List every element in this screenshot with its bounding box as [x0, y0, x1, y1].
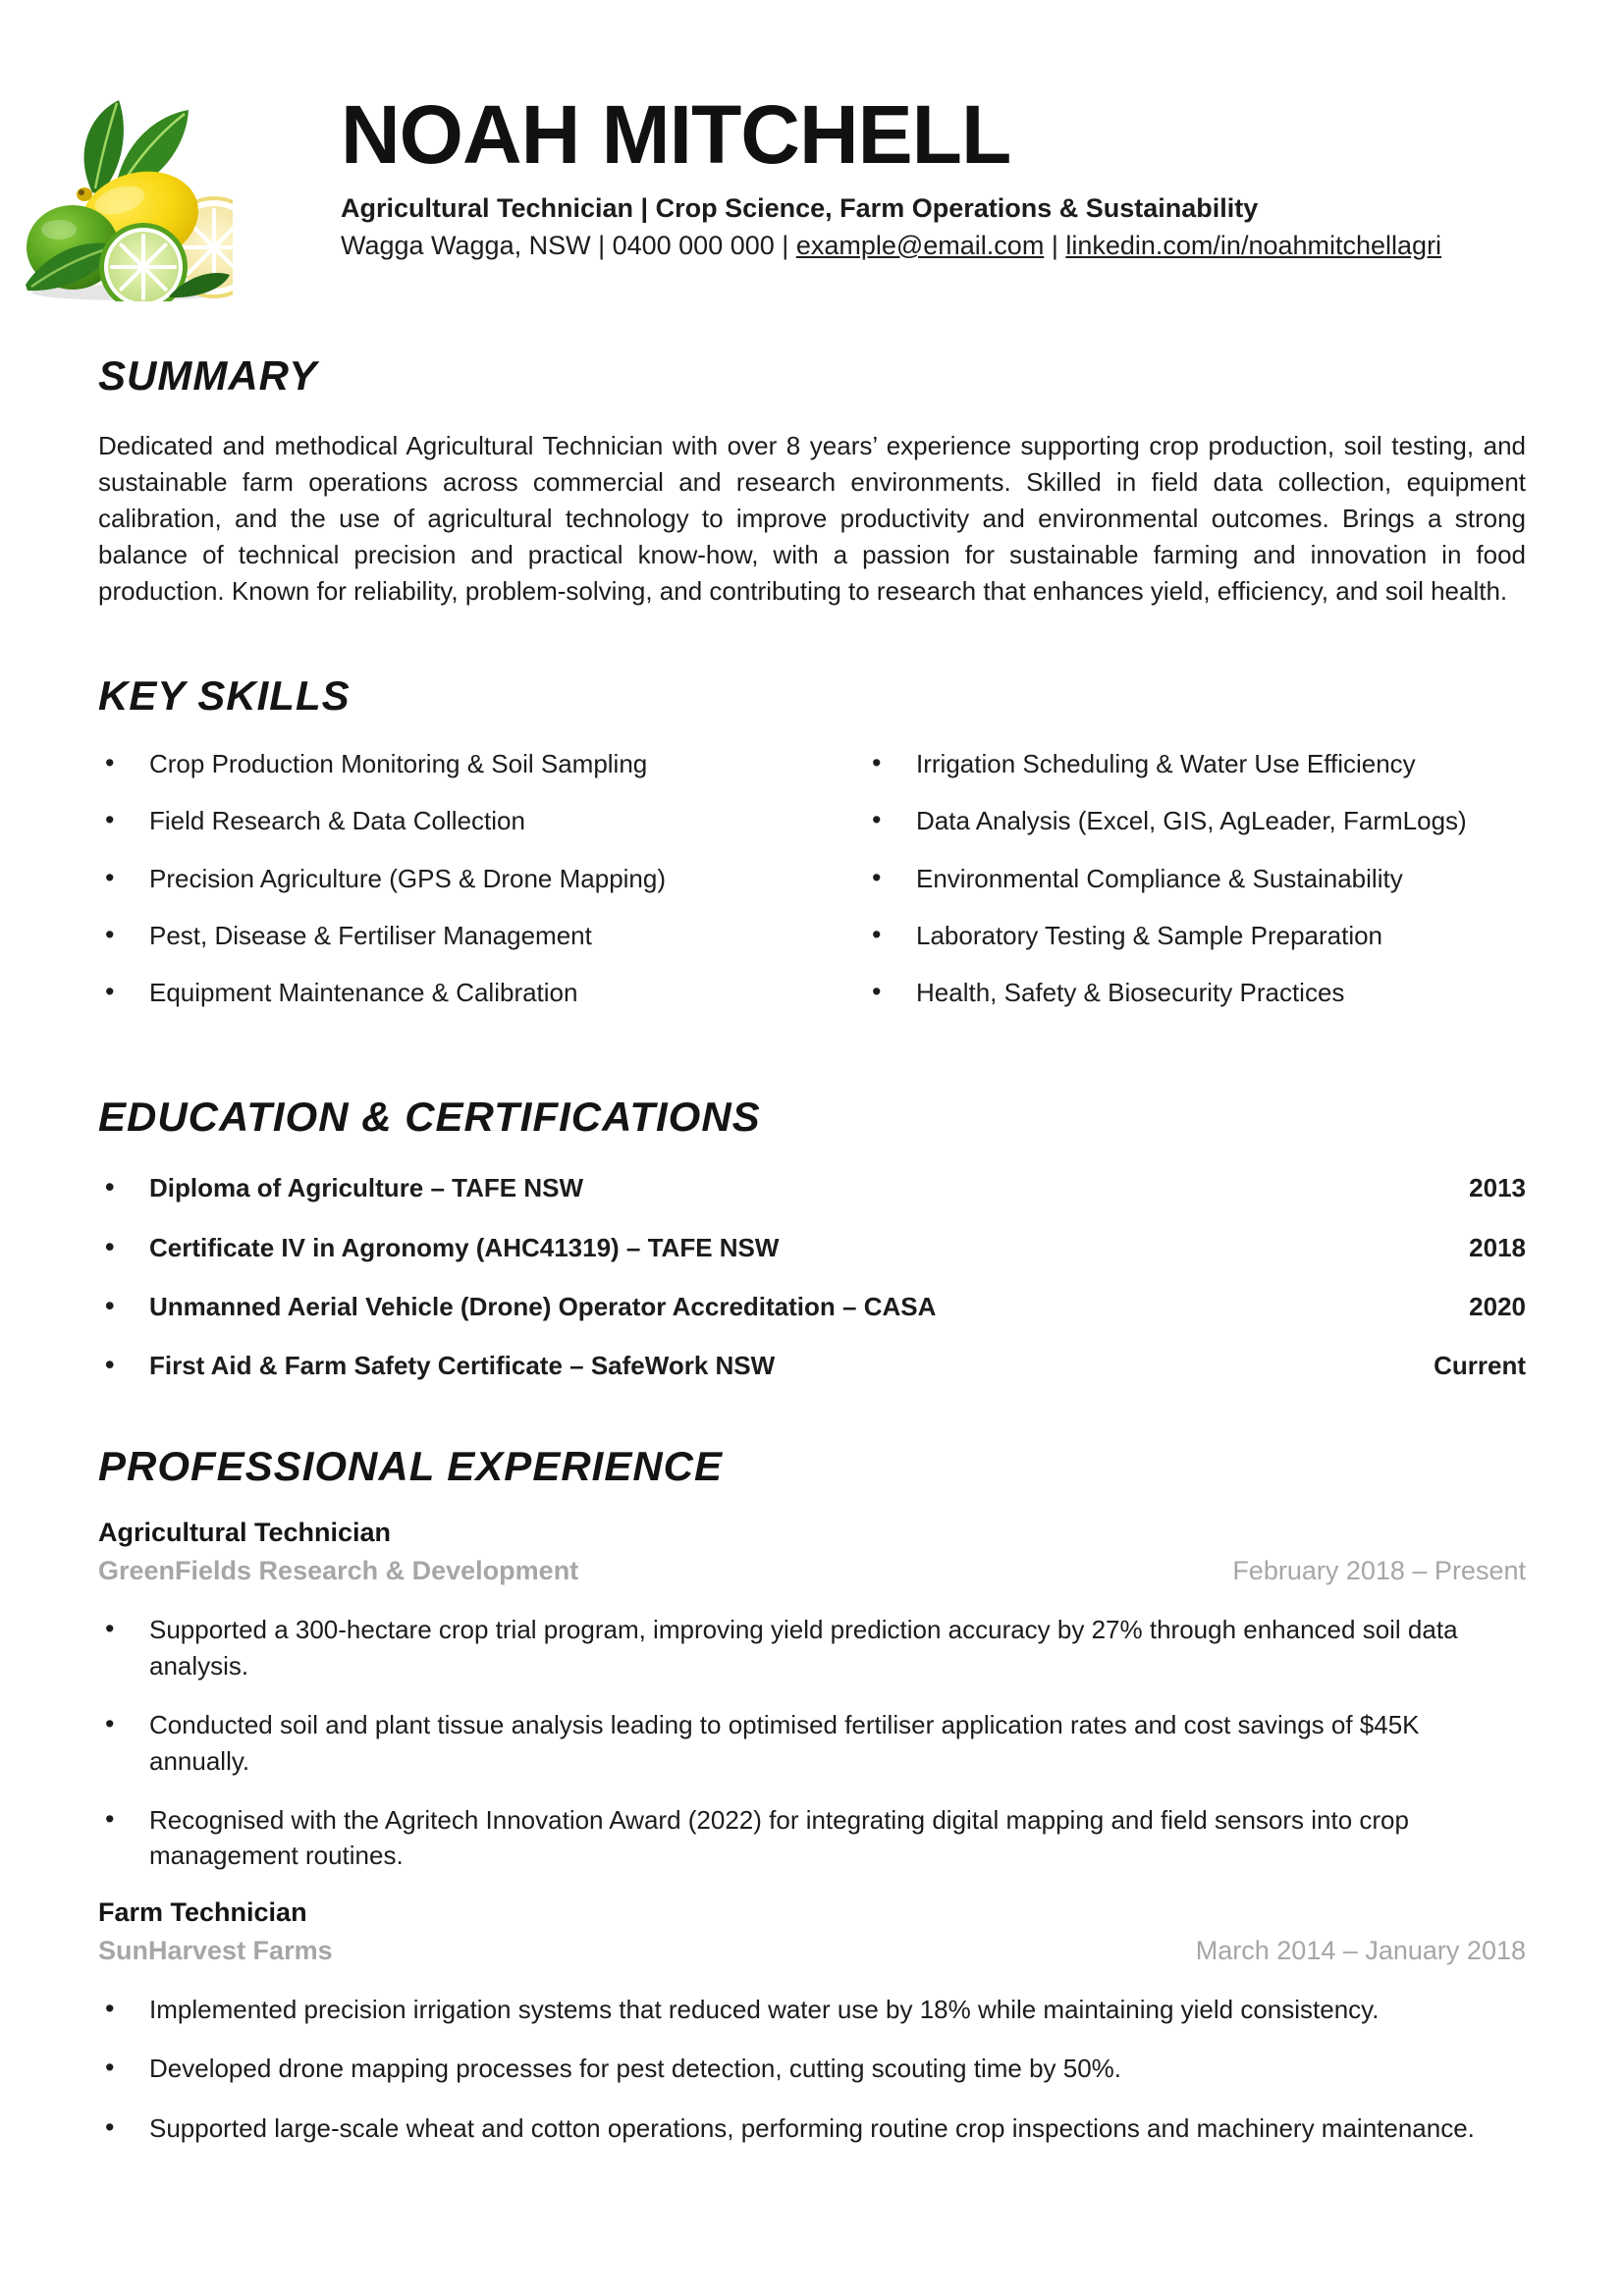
skill-item: • Precision Agriculture (GPS & Drone Mapping) — [98, 861, 812, 896]
key-skills-heading: KEY SKILLS — [98, 672, 351, 720]
job-company: SunHarvest Farms — [98, 1935, 333, 1965]
key-skills-left-column — [98, 746, 812, 1033]
linkedin-link[interactable]: linkedin.com/in/noahmitchellagri — [1065, 230, 1442, 260]
skill-item: • Crop Production Monitoring & Soil Sampling — [98, 746, 812, 781]
job-bullet: • Conducted soil and plant tissue analysis leading to optimised fertiliser application rates and cost savings of $45K annually. — [98, 1707, 1526, 1779]
contact-separator: | — [1051, 230, 1058, 260]
job-dates: February 2018 – Present — [1232, 1556, 1526, 1586]
candidate-name: NOAH MITCHELL — [341, 88, 1011, 181]
job-meta — [98, 1556, 1526, 1586]
header — [22, 90, 1526, 301]
education-list — [98, 1170, 1526, 1384]
job-company: GreenFields Research & Development — [98, 1556, 579, 1586]
job-entry — [98, 1518, 1526, 1873]
education-title: • First Aid & Farm Safety Certificate – SafeWork NSW — [149, 1351, 776, 1381]
job-bullet: • Implemented precision irrigation systems that reduced water use by 18% while maintaining yield consistency. — [98, 1992, 1526, 2027]
skill-item: • Health, Safety & Biosecurity Practices — [865, 975, 1526, 1010]
education-item — [98, 1289, 1526, 1324]
job-title: Farm Technician — [98, 1896, 307, 1927]
job-meta — [98, 1936, 1526, 1966]
contact-line — [341, 231, 1526, 261]
education-year: 2018 — [1469, 1232, 1526, 1262]
key-skills-right-column — [812, 746, 1526, 1033]
experience-heading: PROFESSIONAL EXPERIENCE — [98, 1442, 724, 1489]
education-year: Current — [1434, 1351, 1526, 1381]
skill-item: • Equipment Maintenance & Calibration — [98, 975, 812, 1010]
email-link[interactable]: example@email.com — [795, 230, 1045, 260]
job-bullet-list — [98, 1992, 1526, 2146]
job-bullet-list — [98, 1612, 1526, 1873]
summary-heading: SUMMARY — [98, 352, 318, 399]
job-bullet: • Developed drone mapping processes for pest detection, cutting scouting time by 50%. — [98, 2051, 1526, 2086]
candidate-tagline: Agricultural Technician | Crop Science, Farm Operations & Sustainability — [341, 192, 1259, 223]
summary-paragraph: Dedicated and methodical Agricultural Technician with over 8 years’ experience supporting crop production, soil testing, and sustainable farm operations across commercial and research environments. Skilled in field data collection, equipment calibration, and the use of agricultural technology to improve productivity and environmental outcomes. Brings a strong balance of technical precision and practical know-how, with a passion for sustainable farming and innovation in food production. Known for reliability, problem-solving, and contributing to research that enhances yield, efficiency, and soil health. — [98, 430, 1526, 607]
education-year: 2020 — [1469, 1292, 1526, 1322]
contact-location-phone: Wagga Wagga, NSW | 0400 000 000 | — [341, 230, 789, 260]
job-dates: March 2014 – January 2018 — [1195, 1935, 1526, 1965]
key-skills-columns — [98, 746, 1526, 1033]
job-bullet: • Recognised with the Agritech Innovation Award (2022) for integrating digital mapping and field sensors into crop management routines. — [98, 1802, 1526, 1874]
education-title: • Unmanned Aerial Vehicle (Drone) Operator Accreditation – CASA — [149, 1292, 937, 1322]
skill-item: • Field Research & Data Collection — [98, 803, 812, 838]
skill-item: • Pest, Disease & Fertiliser Management — [98, 918, 812, 953]
education-item — [98, 1348, 1526, 1383]
skill-item: • Laboratory Testing & Sample Preparation — [865, 918, 1526, 953]
education-item — [98, 1170, 1526, 1205]
section-summary — [98, 350, 1526, 610]
education-item — [98, 1230, 1526, 1265]
job-entry — [98, 1897, 1526, 2146]
education-year: 2013 — [1469, 1173, 1526, 1203]
skill-item: • Environmental Compliance & Sustainability — [865, 861, 1526, 896]
skill-item: • Data Analysis (Excel, GIS, AgLeader, FarmLogs) — [865, 803, 1526, 838]
lemon-lime-photo-graphic — [22, 90, 233, 301]
header-text — [341, 90, 1526, 301]
education-heading: EDUCATION & CERTIFICATIONS — [98, 1093, 761, 1140]
lemon-lime-photo — [22, 90, 233, 301]
section-experience — [98, 1441, 1526, 2146]
skill-item: • Irrigation Scheduling & Water Use Efficiency — [865, 746, 1526, 781]
job-bullet: • Supported a 300-hectare crop trial program, improving yield prediction accuracy by 27% through enhanced soil data analysis. — [98, 1612, 1526, 1683]
section-key-skills — [98, 670, 1526, 1032]
job-bullet: • Supported large-scale wheat and cotton operations, performing routine crop inspections and machinery maintenance. — [98, 2110, 1526, 2146]
education-title: • Certificate IV in Agronomy (AHC41319) – TAFE NSW — [149, 1232, 780, 1262]
education-title: • Diploma of Agriculture – TAFE NSW — [149, 1173, 584, 1203]
section-education — [98, 1092, 1526, 1384]
job-title: Agricultural Technician — [98, 1518, 392, 1548]
